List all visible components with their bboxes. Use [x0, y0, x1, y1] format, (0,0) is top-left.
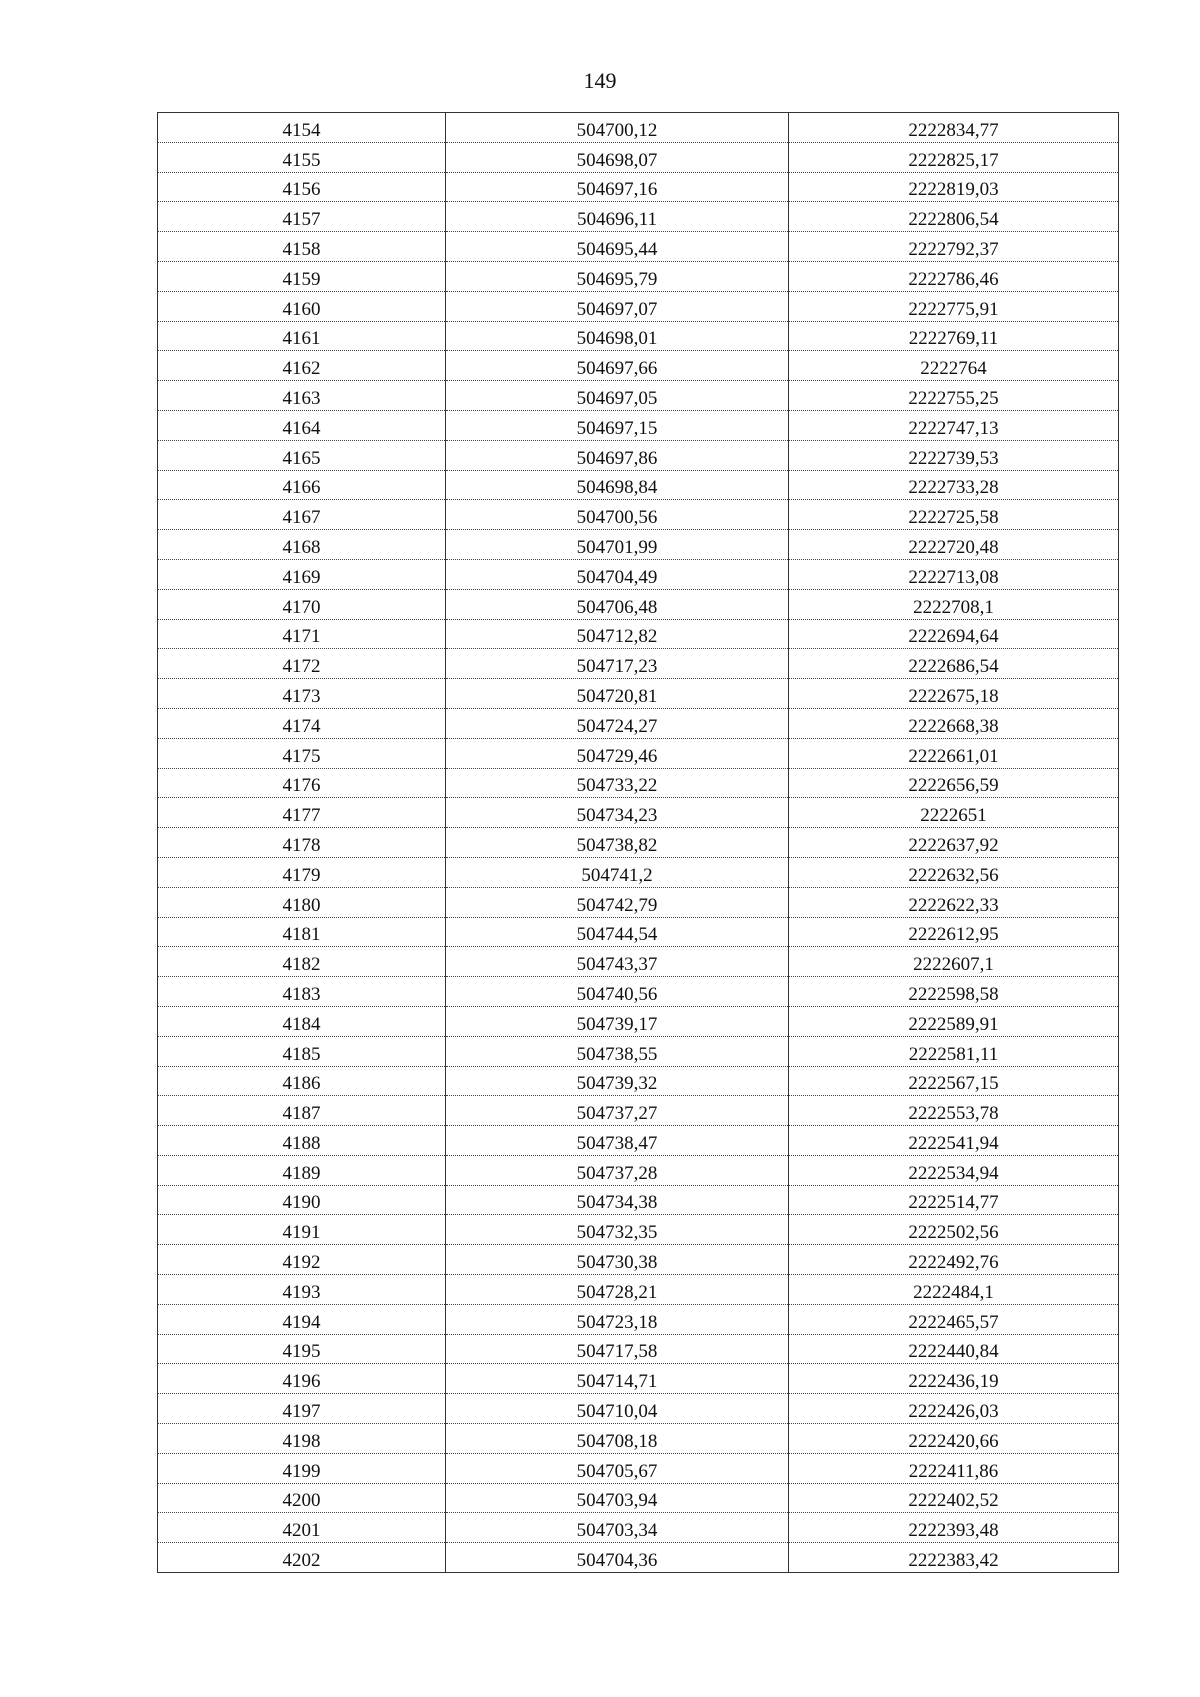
y-coordinate-cell: 2222393,48 — [789, 1513, 1119, 1543]
point-number-cell: 4170 — [158, 589, 446, 619]
table-row — [158, 738, 1119, 768]
table-row — [158, 1066, 1119, 1096]
y-coordinate-cell: 2222567,15 — [789, 1066, 1119, 1096]
x-coordinate-cell: 504701,99 — [446, 530, 789, 560]
table-row — [158, 917, 1119, 947]
x-coordinate-cell: 504700,56 — [446, 500, 789, 530]
y-coordinate-cell: 2222834,77 — [789, 113, 1119, 143]
point-number-cell: 4195 — [158, 1334, 446, 1364]
point-number-cell: 4179 — [158, 857, 446, 887]
y-coordinate-cell: 2222733,28 — [789, 470, 1119, 500]
x-coordinate-cell: 504741,2 — [446, 857, 789, 887]
y-coordinate-cell: 2222632,56 — [789, 857, 1119, 887]
point-number-cell: 4196 — [158, 1364, 446, 1394]
x-coordinate-cell: 504714,71 — [446, 1364, 789, 1394]
x-coordinate-cell: 504720,81 — [446, 679, 789, 709]
x-coordinate-cell: 504723,18 — [446, 1304, 789, 1334]
x-coordinate-cell: 504734,23 — [446, 798, 789, 828]
x-coordinate-cell: 504733,22 — [446, 768, 789, 798]
y-coordinate-cell: 2222806,54 — [789, 202, 1119, 232]
point-number-cell: 4198 — [158, 1424, 446, 1454]
table-row — [158, 351, 1119, 381]
point-number-cell: 4178 — [158, 828, 446, 858]
point-number-cell: 4156 — [158, 172, 446, 202]
y-coordinate-cell: 2222426,03 — [789, 1394, 1119, 1424]
point-number-cell: 4184 — [158, 1006, 446, 1036]
table-row — [158, 1275, 1119, 1305]
point-number-cell: 4174 — [158, 708, 446, 738]
table-row — [158, 470, 1119, 500]
y-coordinate-cell: 2222661,01 — [789, 738, 1119, 768]
table-row — [158, 857, 1119, 887]
point-number-cell: 4159 — [158, 261, 446, 291]
point-number-cell: 4200 — [158, 1483, 446, 1513]
table-row — [158, 887, 1119, 917]
point-number-cell: 4155 — [158, 142, 446, 172]
point-number-cell: 4180 — [158, 887, 446, 917]
point-number-cell: 4181 — [158, 917, 446, 947]
table-row — [158, 1096, 1119, 1126]
point-number-cell: 4183 — [158, 977, 446, 1007]
y-coordinate-cell: 2222656,59 — [789, 768, 1119, 798]
x-coordinate-cell: 504744,54 — [446, 917, 789, 947]
table-row — [158, 261, 1119, 291]
coordinates-table — [157, 112, 1119, 1573]
y-coordinate-cell: 2222553,78 — [789, 1096, 1119, 1126]
x-coordinate-cell: 504742,79 — [446, 887, 789, 917]
table-row — [158, 291, 1119, 321]
point-number-cell: 4187 — [158, 1096, 446, 1126]
table-row — [158, 977, 1119, 1007]
point-number-cell: 4189 — [158, 1155, 446, 1185]
y-coordinate-cell: 2222502,56 — [789, 1215, 1119, 1245]
y-coordinate-cell: 2222589,91 — [789, 1006, 1119, 1036]
x-coordinate-cell: 504697,66 — [446, 351, 789, 381]
y-coordinate-cell: 2222686,54 — [789, 649, 1119, 679]
point-number-cell: 4168 — [158, 530, 446, 560]
coordinates-table-body — [158, 113, 1119, 1573]
point-number-cell: 4197 — [158, 1394, 446, 1424]
point-number-cell: 4173 — [158, 679, 446, 709]
table-row — [158, 1483, 1119, 1513]
table-row — [158, 232, 1119, 262]
table-row — [158, 202, 1119, 232]
table-row — [158, 649, 1119, 679]
table-row — [158, 798, 1119, 828]
y-coordinate-cell: 2222675,18 — [789, 679, 1119, 709]
table-row — [158, 172, 1119, 202]
y-coordinate-cell: 2222465,57 — [789, 1304, 1119, 1334]
x-coordinate-cell: 504739,32 — [446, 1066, 789, 1096]
y-coordinate-cell: 2222436,19 — [789, 1364, 1119, 1394]
y-coordinate-cell: 2222598,58 — [789, 977, 1119, 1007]
table-row — [158, 1364, 1119, 1394]
table-row — [158, 708, 1119, 738]
x-coordinate-cell: 504738,82 — [446, 828, 789, 858]
table-row — [158, 1304, 1119, 1334]
table-row — [158, 947, 1119, 977]
table-row — [158, 142, 1119, 172]
x-coordinate-cell: 504737,27 — [446, 1096, 789, 1126]
y-coordinate-cell: 2222622,33 — [789, 887, 1119, 917]
y-coordinate-cell: 2222383,42 — [789, 1543, 1119, 1573]
y-coordinate-cell: 2222755,25 — [789, 381, 1119, 411]
point-number-cell: 4175 — [158, 738, 446, 768]
x-coordinate-cell: 504697,16 — [446, 172, 789, 202]
x-coordinate-cell: 504698,07 — [446, 142, 789, 172]
point-number-cell: 4162 — [158, 351, 446, 381]
y-coordinate-cell: 2222720,48 — [789, 530, 1119, 560]
table-row — [158, 1006, 1119, 1036]
point-number-cell: 4160 — [158, 291, 446, 321]
y-coordinate-cell: 2222612,95 — [789, 917, 1119, 947]
table-row — [158, 1453, 1119, 1483]
y-coordinate-cell: 2222607,1 — [789, 947, 1119, 977]
x-coordinate-cell: 504704,49 — [446, 559, 789, 589]
y-coordinate-cell: 2222581,11 — [789, 1036, 1119, 1066]
y-coordinate-cell: 2222694,64 — [789, 619, 1119, 649]
x-coordinate-cell: 504697,15 — [446, 410, 789, 440]
x-coordinate-cell: 504710,04 — [446, 1394, 789, 1424]
table-row — [158, 381, 1119, 411]
x-coordinate-cell: 504743,37 — [446, 947, 789, 977]
point-number-cell: 4154 — [158, 113, 446, 143]
x-coordinate-cell: 504717,58 — [446, 1334, 789, 1364]
x-coordinate-cell: 504695,44 — [446, 232, 789, 262]
x-coordinate-cell: 504728,21 — [446, 1275, 789, 1305]
point-number-cell: 4194 — [158, 1304, 446, 1334]
table-row — [158, 1245, 1119, 1275]
x-coordinate-cell: 504698,01 — [446, 321, 789, 351]
x-coordinate-cell: 504697,86 — [446, 440, 789, 470]
point-number-cell: 4171 — [158, 619, 446, 649]
point-number-cell: 4164 — [158, 410, 446, 440]
point-number-cell: 4161 — [158, 321, 446, 351]
x-coordinate-cell: 504704,36 — [446, 1543, 789, 1573]
table-row — [158, 410, 1119, 440]
y-coordinate-cell: 2222402,52 — [789, 1483, 1119, 1513]
table-row — [158, 1126, 1119, 1156]
table-row — [158, 768, 1119, 798]
table-row — [158, 679, 1119, 709]
x-coordinate-cell: 504708,18 — [446, 1424, 789, 1454]
y-coordinate-cell: 2222484,1 — [789, 1275, 1119, 1305]
x-coordinate-cell: 504700,12 — [446, 113, 789, 143]
point-number-cell: 4165 — [158, 440, 446, 470]
point-number-cell: 4199 — [158, 1453, 446, 1483]
x-coordinate-cell: 504717,23 — [446, 649, 789, 679]
y-coordinate-cell: 2222775,91 — [789, 291, 1119, 321]
y-coordinate-cell: 2222769,11 — [789, 321, 1119, 351]
y-coordinate-cell: 2222819,03 — [789, 172, 1119, 202]
point-number-cell: 4157 — [158, 202, 446, 232]
y-coordinate-cell: 2222725,58 — [789, 500, 1119, 530]
y-coordinate-cell: 2222440,84 — [789, 1334, 1119, 1364]
point-number-cell: 4186 — [158, 1066, 446, 1096]
y-coordinate-cell: 2222514,77 — [789, 1185, 1119, 1215]
x-coordinate-cell: 504697,07 — [446, 291, 789, 321]
point-number-cell: 4158 — [158, 232, 446, 262]
table-row — [158, 559, 1119, 589]
point-number-cell: 4192 — [158, 1245, 446, 1275]
page-number: 149 — [583, 68, 617, 93]
y-coordinate-cell: 2222708,1 — [789, 589, 1119, 619]
table-row — [158, 1424, 1119, 1454]
point-number-cell: 4166 — [158, 470, 446, 500]
y-coordinate-cell: 2222764 — [789, 351, 1119, 381]
table-row — [158, 1155, 1119, 1185]
x-coordinate-cell: 504697,05 — [446, 381, 789, 411]
y-coordinate-cell: 2222739,53 — [789, 440, 1119, 470]
point-number-cell: 4167 — [158, 500, 446, 530]
table-row — [158, 1036, 1119, 1066]
x-coordinate-cell: 504730,38 — [446, 1245, 789, 1275]
x-coordinate-cell: 504737,28 — [446, 1155, 789, 1185]
table-row — [158, 530, 1119, 560]
y-coordinate-cell: 2222411,86 — [789, 1453, 1119, 1483]
y-coordinate-cell: 2222420,66 — [789, 1424, 1119, 1454]
table-row — [158, 1394, 1119, 1424]
point-number-cell: 4202 — [158, 1543, 446, 1573]
y-coordinate-cell: 2222825,17 — [789, 142, 1119, 172]
table-row — [158, 1185, 1119, 1215]
y-coordinate-cell: 2222541,94 — [789, 1126, 1119, 1156]
x-coordinate-cell: 504706,48 — [446, 589, 789, 619]
point-number-cell: 4169 — [158, 559, 446, 589]
table-row — [158, 321, 1119, 351]
x-coordinate-cell: 504698,84 — [446, 470, 789, 500]
y-coordinate-cell: 2222637,92 — [789, 828, 1119, 858]
x-coordinate-cell: 504724,27 — [446, 708, 789, 738]
x-coordinate-cell: 504732,35 — [446, 1215, 789, 1245]
point-number-cell: 4185 — [158, 1036, 446, 1066]
point-number-cell: 4193 — [158, 1275, 446, 1305]
table-row — [158, 1543, 1119, 1573]
y-coordinate-cell: 2222668,38 — [789, 708, 1119, 738]
table-row — [158, 1513, 1119, 1543]
table-row — [158, 1334, 1119, 1364]
table-row — [158, 113, 1119, 143]
point-number-cell: 4191 — [158, 1215, 446, 1245]
x-coordinate-cell: 504740,56 — [446, 977, 789, 1007]
y-coordinate-cell: 2222492,76 — [789, 1245, 1119, 1275]
table-row — [158, 440, 1119, 470]
point-number-cell: 4188 — [158, 1126, 446, 1156]
table-row — [158, 500, 1119, 530]
y-coordinate-cell: 2222747,13 — [789, 410, 1119, 440]
y-coordinate-cell: 2222786,46 — [789, 261, 1119, 291]
table-row — [158, 828, 1119, 858]
y-coordinate-cell: 2222713,08 — [789, 559, 1119, 589]
point-number-cell: 4182 — [158, 947, 446, 977]
table-row — [158, 589, 1119, 619]
point-number-cell: 4190 — [158, 1185, 446, 1215]
x-coordinate-cell: 504712,82 — [446, 619, 789, 649]
y-coordinate-cell: 2222651 — [789, 798, 1119, 828]
x-coordinate-cell: 504739,17 — [446, 1006, 789, 1036]
point-number-cell: 4177 — [158, 798, 446, 828]
point-number-cell: 4176 — [158, 768, 446, 798]
table-row — [158, 619, 1119, 649]
y-coordinate-cell: 2222534,94 — [789, 1155, 1119, 1185]
point-number-cell: 4172 — [158, 649, 446, 679]
point-number-cell: 4163 — [158, 381, 446, 411]
y-coordinate-cell: 2222792,37 — [789, 232, 1119, 262]
x-coordinate-cell: 504729,46 — [446, 738, 789, 768]
x-coordinate-cell: 504738,55 — [446, 1036, 789, 1066]
x-coordinate-cell: 504705,67 — [446, 1453, 789, 1483]
x-coordinate-cell: 504734,38 — [446, 1185, 789, 1215]
x-coordinate-cell: 504696,11 — [446, 202, 789, 232]
x-coordinate-cell: 504703,34 — [446, 1513, 789, 1543]
table-row — [158, 1215, 1119, 1245]
x-coordinate-cell: 504738,47 — [446, 1126, 789, 1156]
x-coordinate-cell: 504703,94 — [446, 1483, 789, 1513]
x-coordinate-cell: 504695,79 — [446, 261, 789, 291]
point-number-cell: 4201 — [158, 1513, 446, 1543]
